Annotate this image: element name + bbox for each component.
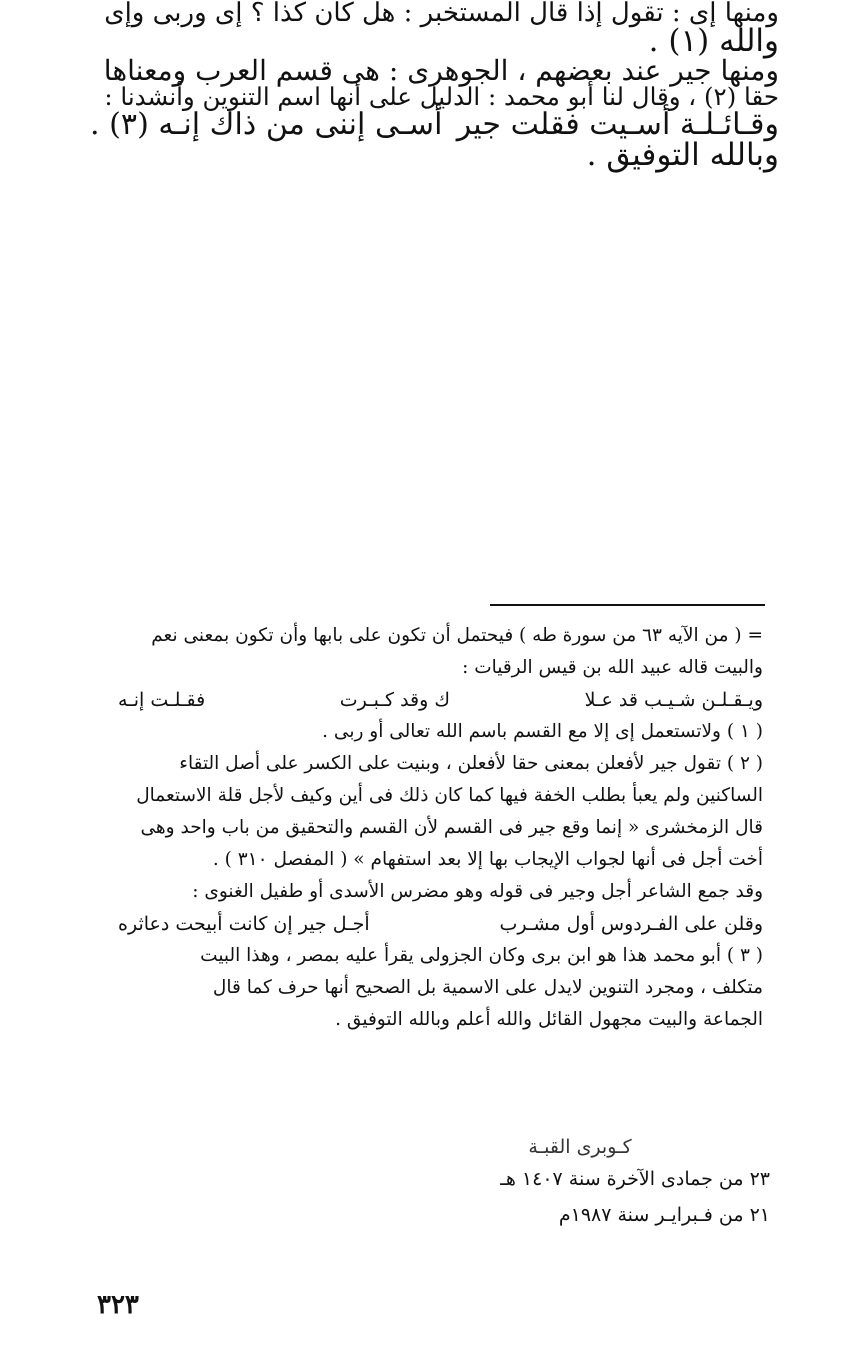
footnote-line: الجماعة والبيت مجهول القائل والله أعلم وبالله التوفيق . xyxy=(335,1009,763,1030)
footnote-line: متكلف ، ومجرد التنوين لايدل على الاسمية بل الصحيح أنها حرف كما قال xyxy=(212,977,763,998)
main-line: وبالله التوفيق . xyxy=(586,136,779,173)
footnote-line: = ( من الآيه ٦٣ من سورة طه ) فيحتمل أن تكون على بابها وأن تكون بمعنى نعم xyxy=(151,625,763,646)
main-line: والله (١) . xyxy=(648,23,779,59)
verse-part: ويـقـلـن شـيـب قد عـلا xyxy=(584,689,763,711)
footnote-line: أخت أجل فى أنها لجواب الإيجاب بها إلا بعد استفهام » ( المفصل ٣١٠ ) . xyxy=(212,849,763,870)
main-line: ومنها جير عند بعضهم ، الجوهرى : هى قسم العرب ومعناها xyxy=(103,54,779,87)
main-text xyxy=(90,0,779,171)
footnote-verse xyxy=(118,684,763,716)
footnote-2: ( ٢ ) تقول جير لأفعلن بمعنى حقا لأفعلن ، وبنيت على الكسر على أصل التقاء xyxy=(179,753,763,774)
signature-place: كـوبرى القبـة xyxy=(528,1136,632,1158)
signature-date-gregorian: ٢١ من فـبرايـر سنة ١٩٨٧م xyxy=(558,1204,770,1226)
footnote-3: ( ٣ ) أبو محمد هذا هو ابن برى وكان الجزولى يقرأ عليه بمصر ، وهذا البيت xyxy=(200,945,763,966)
footnote-line: قال الزمخشرى « إنما وقع جير فى القسم لأن القسم والتحقيق من باب واحد وهى xyxy=(140,817,763,838)
poetry-verse xyxy=(90,106,779,142)
main-line: حقا (٢) ، وقال لنا أبو محمد : الدليل على أنها اسم التنوين وأنشدنا : xyxy=(104,82,779,112)
signature-date-hijri: ٢٣ من جمادى الآخرة سنة ١٤٠٧ هـ xyxy=(500,1168,770,1190)
verse-part: وقلن على الفـردوس أول مشـرب xyxy=(499,913,763,935)
footnote-verse xyxy=(118,908,763,940)
verse-part: أجـل جير إن كانت أبيحت دعاثره xyxy=(118,913,370,935)
main-line: ومنها إى : تقول إذا قال المستخبر : هل كان كذا ؟ إى وربى وإى xyxy=(104,0,779,28)
footnote-line: والبيت قاله عبيد الله بن قيس الرقيات : xyxy=(462,657,763,678)
verse-second-hemistich: أسـى إننى من ذاك إنـه (٣) . xyxy=(90,106,443,142)
footnote-line: وقد جمع الشاعر أجل وجير فى قوله وهو مضرس الأسدى أو طفيل الغنوى : xyxy=(192,881,763,902)
page-number: ٣٢٣ xyxy=(97,1290,139,1320)
verse-first-hemistich: وقـائـلـة أسـيت فقلت جير xyxy=(456,106,779,142)
footnote-separator xyxy=(490,604,765,606)
footnote-1: ( ١ ) ولاتستعمل إى إلا مع القسم باسم الله تعالى أو ربى . xyxy=(322,721,763,742)
verse-part: ك وقد كـبـرت xyxy=(339,689,451,711)
footnote-line: الساكنين ولم يعبأ بطلب الخفة فيها كما كان ذلك فى أين وكيف لأجل قلة الاستعمال xyxy=(136,785,763,806)
footnotes xyxy=(118,620,763,1036)
verse-part: فقـلـت إنـه xyxy=(118,689,206,711)
